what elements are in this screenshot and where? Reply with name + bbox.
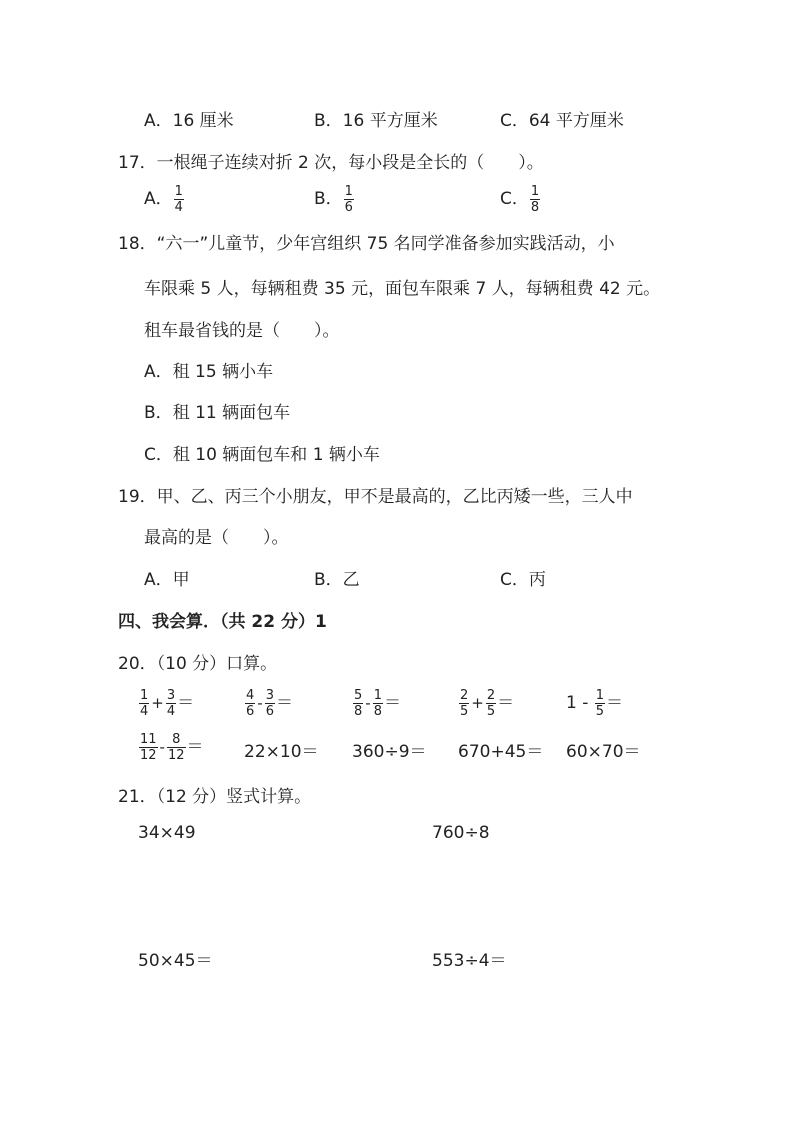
equals-sign: ＝ [606,693,624,713]
q19-option-b: B．乙 [314,570,360,590]
q20-expression-5 [566,688,623,718]
q17-option-a-fraction [174,185,184,214]
fraction-numerator: 5 [354,687,363,703]
q20-expression-10: 60×70＝ [566,742,641,762]
fraction [139,689,149,718]
fraction-numerator: 8 [167,733,186,748]
operator: + [151,694,164,712]
fraction [167,733,186,762]
fraction [166,689,176,718]
fraction-numerator: 1 [595,687,605,703]
fraction-denominator: 6 [265,703,274,719]
section-4-title: 四、我会算．（共 22 分）1 [118,612,327,632]
q17-option-b [314,184,355,214]
fraction-numerator: 1 [373,687,382,703]
fraction-numerator: 4 [246,687,255,703]
fraction-denominator: 6 [246,703,255,719]
q18-option-a: A．租 15 辆小车 [144,362,274,382]
q18-option-c: C．租 10 辆面包车和 1 辆小车 [144,445,380,465]
q18-line-2: 车限乘 5 人，每辆租费 35 元，面包车限乘 7 人，每辆租费 42 元。 [144,279,661,299]
q16-option-a: A．16 厘米 [144,111,234,131]
equals-sign: ＝ [177,693,195,713]
fraction-denominator: 5 [595,703,605,719]
fraction [373,689,383,718]
q21-problem-3: 50×45＝ [138,951,213,971]
fraction-numerator: 1 [344,183,353,199]
operator: - [257,694,263,712]
q17-option-a-label: A． [144,189,173,209]
fraction-denominator: 12 [140,747,157,763]
fraction-denominator: 8 [354,703,363,719]
operator: + [471,694,484,712]
q20-expression-7: 22×10＝ [244,742,319,762]
q20-expression-9: 670+45＝ [458,742,544,762]
fraction [595,689,605,718]
q20-stem: 20．（10 分）口算。 [118,654,278,674]
q20-expression-1 [138,688,194,718]
fraction [265,689,275,718]
fraction-denominator: 6 [344,199,353,215]
fraction-numerator: 2 [460,687,469,703]
q17-option-b-fraction [344,185,354,214]
fraction-denominator: 8 [373,703,382,719]
q18-line-1: 18．“六一”儿童节，少年宫组织 75 名同学准备参加实践活动，小 [118,234,615,254]
fraction [459,689,469,718]
fraction-denominator: 4 [174,199,183,215]
fraction-denominator: 12 [167,747,185,763]
fraction [486,689,496,718]
fraction [353,689,363,718]
q19-option-c: C．丙 [500,570,546,590]
operator: - [365,694,371,712]
q20-expression-3 [352,688,401,718]
equals-sign: ＝ [275,693,293,713]
q19-line-2: 最高的是（ ）。 [144,528,289,548]
q17-option-c [500,184,541,214]
fraction-denominator: 5 [460,703,469,719]
q17-option-c-fraction [530,185,540,214]
q17-option-c-label: C． [500,189,529,209]
fraction-denominator: 4 [166,703,176,719]
operator: - [159,738,165,756]
q19-line-1: 19．甲、乙、丙三个小朋友，甲不是最高的，乙比丙矮一些，三人中 [118,487,633,507]
fraction-denominator: 5 [486,703,496,719]
q17-option-a [144,184,185,214]
q21-problem-1: 34×49 [138,823,196,843]
fraction [139,733,158,762]
fraction-numerator: 3 [265,687,274,703]
fraction-numerator: 1 [174,183,183,199]
q20-expression-2 [244,688,293,718]
q19-option-a: A．甲 [144,570,190,590]
q16-option-b: B．16 平方厘米 [314,111,438,131]
fraction-denominator: 4 [140,703,149,719]
fraction-denominator: 8 [530,199,540,215]
q21-stem: 21．（12 分）竖式计算。 [118,787,312,807]
q21-problem-2: 760÷8 [432,823,490,843]
q20-expression-5-lead: 1 - [566,693,589,713]
fraction [245,689,255,718]
fraction-numerator: 3 [166,687,176,703]
q20-expression-4 [458,688,514,718]
q17-stem: 17．一根绳子连续对折 2 次，每小段是全长的（ ）。 [118,153,544,173]
q20-expression-6 [138,732,204,762]
q20-expression-8: 360÷9＝ [352,742,427,762]
fraction-numerator: 1 [530,183,540,199]
equals-sign: ＝ [497,693,515,713]
equals-sign: ＝ [383,693,401,713]
fraction-numerator: 2 [486,687,496,703]
fraction-numerator: 11 [140,731,157,747]
q17-option-b-label: B． [314,189,343,209]
q18-line-3: 租车最省钱的是（ ）。 [144,321,340,341]
fraction-numerator: 1 [140,687,149,703]
q18-option-b: B．租 11 辆面包车 [144,403,291,423]
q21-problem-4: 553÷4＝ [432,951,507,971]
equals-sign: ＝ [186,737,204,757]
q16-option-c: C．64 平方厘米 [500,111,624,131]
